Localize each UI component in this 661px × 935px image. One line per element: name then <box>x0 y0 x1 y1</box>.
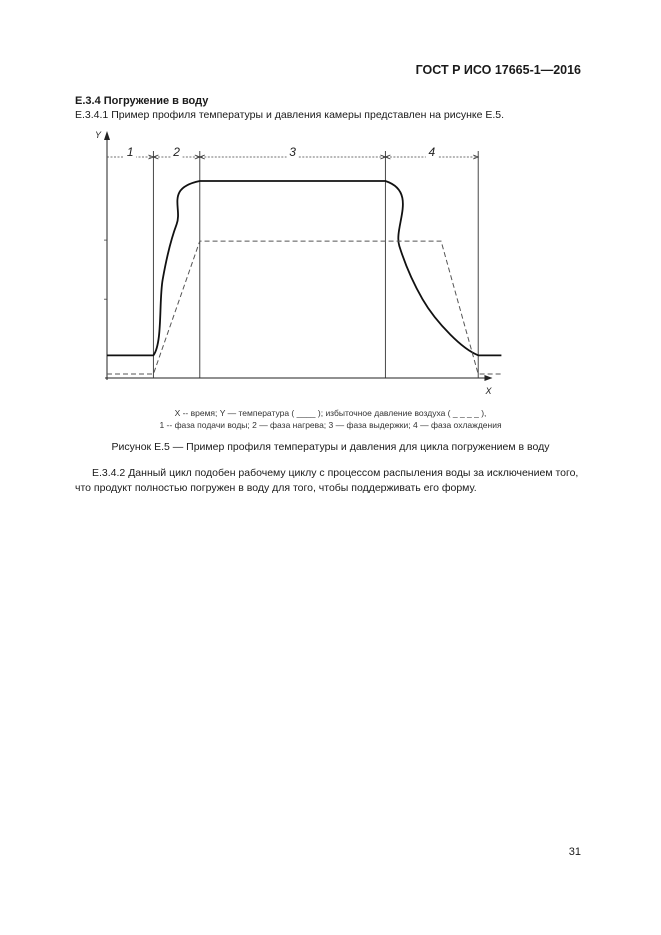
phase-4-label: 4 <box>428 145 436 159</box>
page-number: 31 <box>568 846 581 858</box>
figure-caption: Рисунок Е.5 — Пример профиля температуры и давления для цикла погружением в воду <box>111 441 550 453</box>
phase-1-label: 1 <box>126 145 134 159</box>
phase-3-label: 3 <box>289 145 296 159</box>
figure-legend-line-2: 1 -- фаза подачи воды; 2 — фаза нагрева; 3 — фаза выдержки; 4 — фаза охлаждения <box>159 420 502 430</box>
phase-boundaries <box>153 151 478 378</box>
figure-legend-line-1: X -- время; Y — температура ( ____ ); избыточное давление воздуха ( _ _ _ _ ), <box>174 408 487 418</box>
document-id: ГОСТ Р ИСО 17665-1—2016 <box>415 63 581 77</box>
y-axis-label: Y <box>95 130 102 140</box>
series-layer <box>107 181 501 374</box>
section-heading: Е.3.4 Погружение в воду <box>75 95 209 107</box>
x-axis-label: X <box>485 386 492 396</box>
paragraph-description: Е.3.4.2 Данный цикл подобен рабочему циклу с процессом распыления воды за исключением того, что продукт полностью погружен в воду для того, чтобы поддерживать его форму. <box>75 467 579 494</box>
phase-2-label: 2 <box>173 145 180 159</box>
y-axis-arrow <box>104 131 110 140</box>
phase-labels <box>107 145 478 159</box>
series-temperature <box>107 181 501 355</box>
axes <box>95 130 492 396</box>
figure-e5 <box>90 125 540 405</box>
x-axis-arrow <box>484 375 492 381</box>
paragraph-intro: Е.3.4.1 Пример профиля температуры и давления камеры представлен на рисунке Е.5. <box>75 109 505 121</box>
profile-chart <box>90 125 540 400</box>
